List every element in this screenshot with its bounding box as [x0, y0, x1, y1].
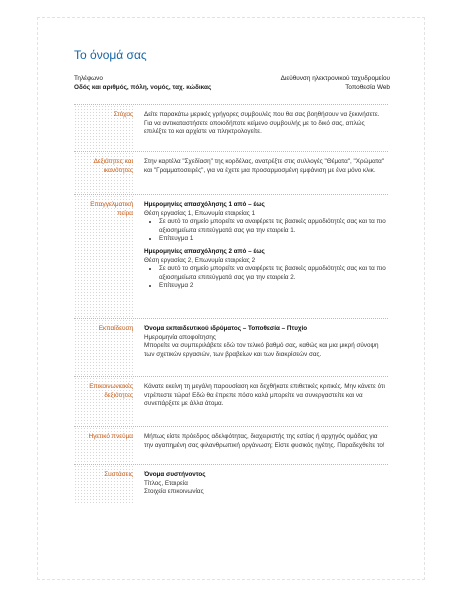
job-title[interactable]: Θέση εργασίας 2, Επωνυμία εταιρείας 2 [144, 256, 256, 264]
communication-text[interactable]: Κάνατε εκείνη τη μεγάλη παρουσίαση και δεχθήκατε επιθετικές κριτικές. Μην κάνετε ότι ντρέπεστε τώρα! Εδώ θα έπρεπε πόσο καλά μπορείτε να συνεργαστείτε και να συνεπάρξετε με άλλα άτομα. [144, 383, 385, 408]
job-title[interactable]: Θέση εργασίας 1, Επωνυμία εταιρείας 1 [144, 209, 256, 217]
school-name[interactable]: Όνομα εκπαιδευτικού ιδρύματος – Τοποθεσία – Πτυχίο [144, 325, 308, 332]
section-objective [74, 105, 388, 151]
reference-name[interactable]: Όνομα συστήνοντος [144, 471, 206, 478]
job-bullet[interactable]: • Επίτευγμα 2 [159, 282, 388, 291]
section-label: Στόχος [113, 111, 133, 118]
references-content [144, 471, 388, 497]
section-label-bg [74, 195, 135, 317]
contact-left [74, 74, 211, 92]
graduation-date[interactable]: Ημερομηνία αποφοίτησης [144, 333, 216, 341]
education-text[interactable]: Μπορείτε να συμπεριλάβετε εδώ τον τελικό βαθμό σας, καθώς και μια μικρή σύνοψη των σχετικών εργασιών, των βραβείων και των διακρίσεών σας. [144, 342, 379, 358]
section-experience [74, 195, 388, 317]
section-label-bg [74, 152, 135, 194]
section-references [74, 465, 388, 503]
section-education [74, 319, 388, 375]
experience-content [144, 201, 388, 291]
section-label-bg [74, 319, 135, 375]
section-skills [74, 152, 388, 194]
leadership-text[interactable]: Μήπως είστε πρόεδρος αδελφότητας, διαχειριστής της εστίας ή αρχηγός ομάδας για την αγαπημένη σας φιλανθρωπική οργάνωση; Είστε φυσικός ηγέτης. Παραδεχθείτε το! [144, 433, 385, 449]
section-label-bg [74, 427, 135, 463]
section-label-bg [74, 377, 135, 425]
email[interactable]: Διεύθυνση ηλεκτρονικού ταχυδρομείου [280, 75, 390, 82]
section-label: Επαγγελματική πείρα [90, 201, 133, 217]
job-dates[interactable]: Ημερομηνίες απασχόλησης 2 από – έως [144, 247, 265, 255]
section-leadership [74, 427, 388, 463]
job-bullets [144, 218, 388, 244]
job-dates[interactable]: Ημερομηνίες απασχόλησης 1 από – έως [144, 201, 265, 208]
website[interactable]: Τοποθεσία Web [345, 84, 390, 91]
address[interactable]: Οδός και αριθμός, πόλη, νομός, ταχ. κώδικας [74, 84, 212, 91]
section-label: Συστάσεις [104, 471, 133, 478]
job-bullet[interactable]: • Επίτευγμα 1 [159, 235, 388, 244]
education-content [144, 325, 388, 359]
section-label: Εκπαίδευση [98, 325, 133, 332]
skills-text[interactable]: Στην καρτέλα "Σχεδίαση" της κορδέλας, ανατρέξτε στις συλλογές "Θέματα", "Χρώματα" και "Γραμματοσειρές", για να έχετε μια προσαρμοσμένη εμφάνιση με ένα μόνο κλικ. [144, 158, 385, 174]
section-label-bg [74, 105, 135, 151]
phone[interactable]: Τηλέφωνο [74, 75, 103, 82]
section-label-bg [74, 465, 135, 503]
objective-text[interactable]: Δείτε παρακάτω μερικές γρήγορες συμβουλές που θα σας βοηθήσουν να ξεκινήσετε. Για να αντικαταστήσετε οποιοδήποτε κείμενο συμβουλής με το δικό σας, απλώς επιλέξτε το και αρχίστε να πληκτρολογείτε. [144, 111, 380, 136]
job-bullet[interactable]: • Σε αυτό το σημείο μπορείτε να αναφέρετε τις βασικές αρμοδιότητές σας και τα πιο αξιοσημείωτα επιτεύγματά σας για την εταιρεία 2. [159, 265, 388, 282]
section-label: Επικοινωνιακές δεξιότητες [89, 383, 133, 399]
section-label: Δεξιότητες και ικανότητες [93, 158, 133, 174]
reference-title[interactable]: Τίτλος, Εταιρεία [144, 479, 188, 487]
contact-right [281, 74, 390, 92]
job-bullets [144, 265, 388, 291]
job-bullet[interactable]: • Σε αυτό το σημείο μπορείτε να αναφέρετε τις βασικές αρμοδιότητές σας και τα πιο αξιοσημείωτα επιτεύγματά σας για την εταιρεία 1. [159, 218, 388, 235]
section-communication [74, 377, 388, 425]
section-label: Ηγετικό πνεύμα [88, 433, 133, 440]
resume-name[interactable]: Το όνομά σας [74, 48, 147, 62]
reference-contact[interactable]: Στοιχεία επικοινωνίας [144, 488, 204, 496]
